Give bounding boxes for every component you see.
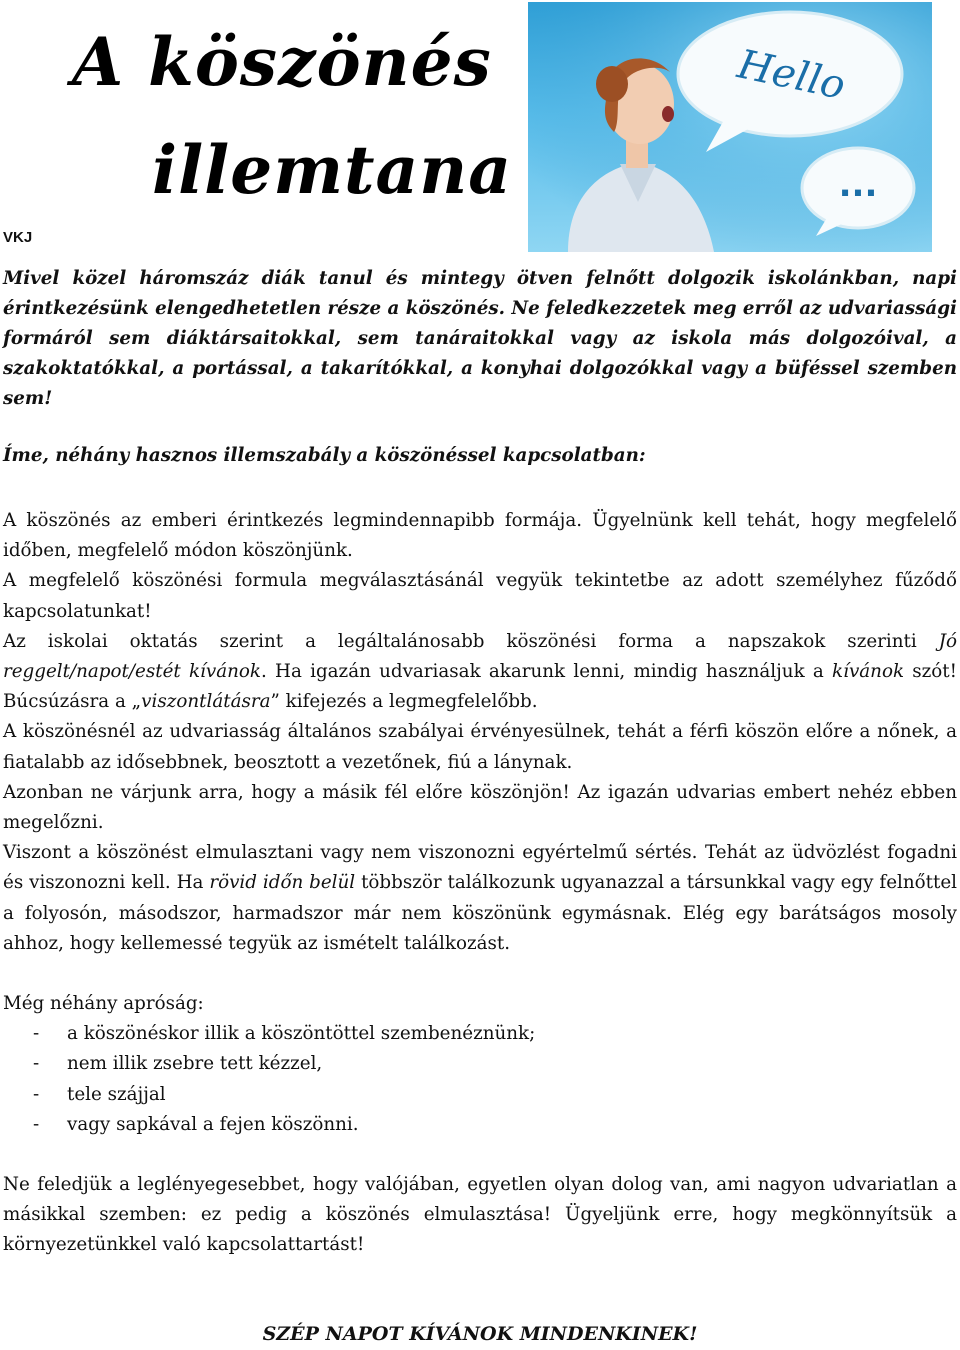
paragraph-3: Az iskolai oktatás szerint a legáltalánosabb köszönési forma a napszakok szerinti Jó reggelt/napot/estét kívánok. Ha igazán udvariasak akarunk lenni, mindig használjuk a kívánok szót! Búcsúzásra a „viszontlátásra” kifejezés a legmegfelelőbb. — [3, 630, 957, 713]
title-line-2: illemtana — [152, 131, 513, 209]
list-item: - nem illik zsebre tett kézzel, — [33, 1053, 323, 1075]
intro-heading: Íme, néhány hasznos illemszabály a köszönéssel kapcsolatban: — [3, 445, 646, 466]
paragraph-5: Azonban ne várjunk arra, hogy a másik fél előre köszönjön! Az igazán udvarias embert nehéz ebben megelőzni. — [3, 781, 957, 834]
title-line-1: A köszönés — [72, 23, 492, 101]
list-heading: Még néhány apróság: — [3, 993, 204, 1015]
hero-image — [528, 2, 932, 252]
closing-greeting: SZÉP NAPOT KÍVÁNOK MINDENKINEK! — [262, 1323, 698, 1345]
closing-paragraph: Ne feledjük a leglényegesebbet, hogy valójában, egyetlen olyan dolog van, ami nagyon udvariatlan a másikkal szemben: ez pedig a köszönés elmulasztása! Ügyeljünk erre, hogy megkönnyítsük a környezetünkkel való kapcsolattartást! — [3, 1174, 957, 1256]
tips-list — [3, 1019, 957, 1140]
intro-paragraph: Mivel közel háromszáz diák tanul és mintegy ötven felnőtt dolgozik iskolánkban, napi érintkezésünk elengedhetetlen része a köszönés. Ne feledkezzetek meg erről az udvariassági formáról sem diáktársaitokkal, sem tanáraitokkal vagy az iskola más dolgozóival, a szakoktatókkal, a portással, a takarítókkal, a konyhai dolgozókkal vagy a büféssel szemben sem! — [3, 268, 957, 409]
paragraph-1: A köszönés az emberi érintkezés legmindennapibb formája. Ügyelnünk kell tehát, hogy megfelelő időben, megfelelő módon köszönjünk. — [3, 510, 957, 562]
paragraph-2: A megfelelő köszönési formula megválasztásánál vegyük tekintetbe az adott személyhez fűződő kapcsolatunkat! — [3, 570, 957, 622]
small-bubble-text: ... — [838, 165, 878, 205]
list-item: - a köszönéskor illik a köszöntöttel szembenéznünk; — [33, 1023, 536, 1045]
list-item: - vagy sapkával a fejen köszönni. — [33, 1113, 359, 1135]
paragraph-4: A köszönésnél az udvariasság általános szabályai érvényesülnek, tehát a férfi köszön előre a nőnek, a fiatalabb az idősebbnek, beosztott a vezetőnek, fiú a lánynak. — [3, 721, 957, 773]
paragraph-6: Viszont a köszönést elmulasztani vagy nem viszonozni egyértelmű sértés. Tehát az üdvözlést fogadni és viszonozni kell. Ha rövid időn belül többször találkozunk ugyanazzal a társunkkal vagy egy felnőttel a folyosón, másodszor, harmadszor már nem köszönünk egymásnak. Elég egy barátságos mosoly ahhoz, hogy kellemessé tegyük az ismételt találkozást. — [3, 842, 957, 954]
byline: VKJ — [3, 229, 33, 246]
list-item: - tele szájjal — [33, 1083, 166, 1105]
page-title — [0, 8, 520, 224]
bubble-text: Hello — [733, 41, 850, 109]
hello-illustration — [528, 2, 932, 252]
body-text — [3, 506, 957, 1261]
